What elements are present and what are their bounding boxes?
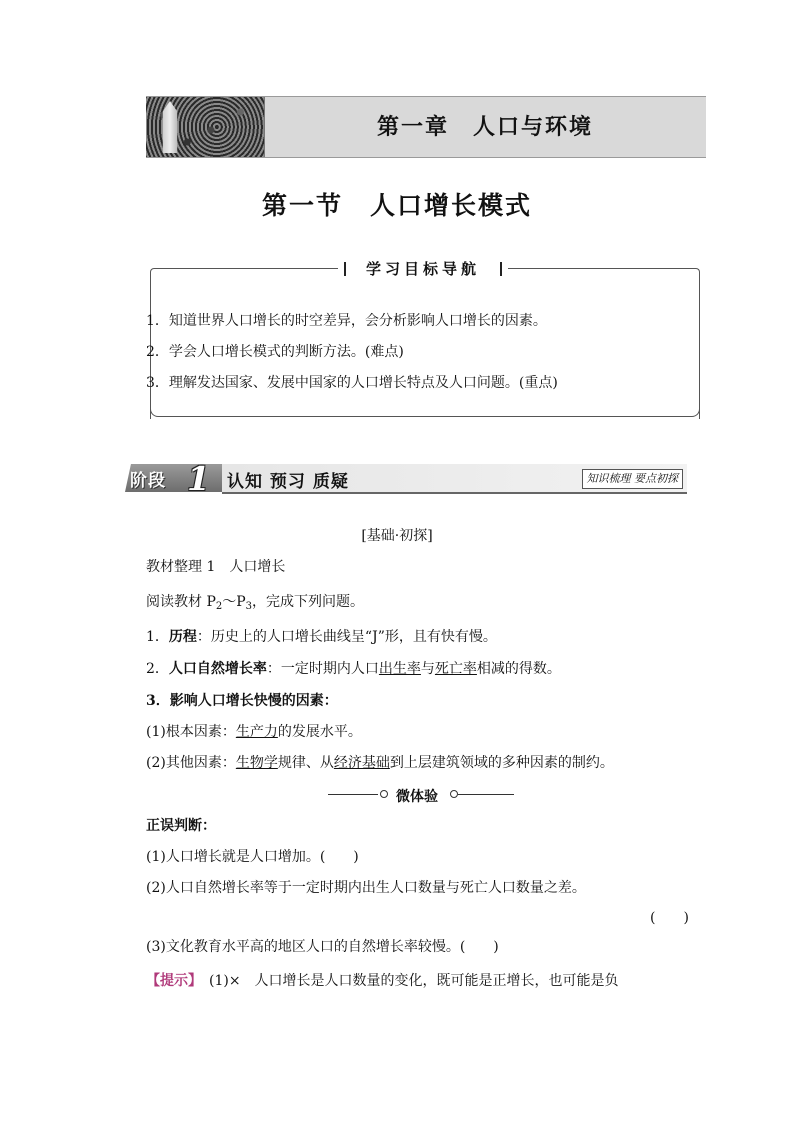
item-3: 3．影响人口增长快慢的因素： [146,693,338,709]
item2-text-c: 相减的得数。 [476,661,561,677]
sub2-mid: 规律、从 [277,755,334,771]
hint-text: (1)× 人口增长是人口数量的变化，既可能是正增长，也可能是负 [195,973,619,989]
item2-num: 2． [146,661,169,677]
banner-photo [146,97,265,157]
sub1-suffix: 的发展水平。 [277,724,362,740]
goal-item-2: 2．学会人口增长模式的判断方法。(难点) [146,344,404,360]
item2-text-a: ：一定时期内人口 [266,661,379,677]
sub2-underline-1: 生物学 [235,755,278,771]
goal-header: 学习目标导航 [338,258,508,280]
judge-3: (3)文化教育水平高的地区人口的自然增长率较慢。( ) [146,939,499,955]
judge-2: (2)人口自然增长率等于一定时期内出生人口数量与死亡人口数量之差。 [146,880,586,896]
judge-heading: 正误判断： [146,818,216,834]
chapter-banner [146,96,706,158]
item-2 [146,658,561,678]
sub1-prefix: (1)根本因素： [146,724,236,740]
stage-number: 1 [187,459,210,498]
sub2-underline-2: 经济基础 [333,755,390,771]
item-1 [146,626,497,646]
item1-label: 历程 [168,629,197,645]
item2-text-b: 与 [420,661,435,677]
stage-label: 阶段 [130,471,166,491]
goal-item-3: 3．理解发达国家、发展中国家的人口增长特点及人口问题。(重点) [146,375,558,391]
chapter-title: 第一章 人口与环境 [376,114,593,140]
reading-suffix: ，完成下列问题。 [252,594,365,610]
sub1-underline: 生产力 [235,724,278,740]
section-title: 第一节 人口增长模式 [261,191,532,220]
item2-birth-rate: 出生率 [378,661,421,677]
judge-1: (1)人口增长就是人口增加。( ) [146,849,359,865]
goal-box-bottom-border [150,400,700,417]
item1-text: ：历史上的人口增长曲线呈“J”形，且有快有慢。 [196,629,497,645]
hint-label: 【提示】 [146,973,195,989]
stage-bar [125,459,687,498]
reading-mid: ～P [222,594,246,610]
hint-line [146,970,619,990]
reading-sub1: 2 [215,601,223,612]
micro-experience-divider [328,786,518,804]
reading-prefix: 阅读教材 P [146,594,216,610]
goal-item-1: 1．知道世界人口增长的时空差异，会分析影响人口增长的因素。 [146,313,547,329]
item2-label: 人口自然增长率 [168,661,267,677]
stage-title: 认知 预习 质疑 [227,472,349,492]
rocket-image [158,101,182,153]
item1-num: 1． [146,629,169,645]
sub-item-1 [146,721,362,741]
base-heading: [基础·初探] [361,528,433,544]
judge-2-blank: ( ) [650,910,689,926]
stage-tag: 知识梳理 要点初探 [582,469,684,489]
sub-item-2 [146,752,614,772]
divider-line-left [328,794,378,795]
reading-line [146,591,364,612]
divider-dot-right [450,790,458,798]
divider-dot-left [380,790,388,798]
divider-line-right [458,794,514,795]
micro-title: 微体验 [396,789,438,805]
material-heading: 教材整理 1 人口增长 [146,559,286,575]
reading-sub2: 3 [245,601,253,612]
item2-death-rate: 死亡率 [434,661,477,677]
sub2-suffix: 到上层建筑领域的多种因素的制约。 [389,755,614,771]
sub2-prefix: (2)其他因素： [146,755,236,771]
